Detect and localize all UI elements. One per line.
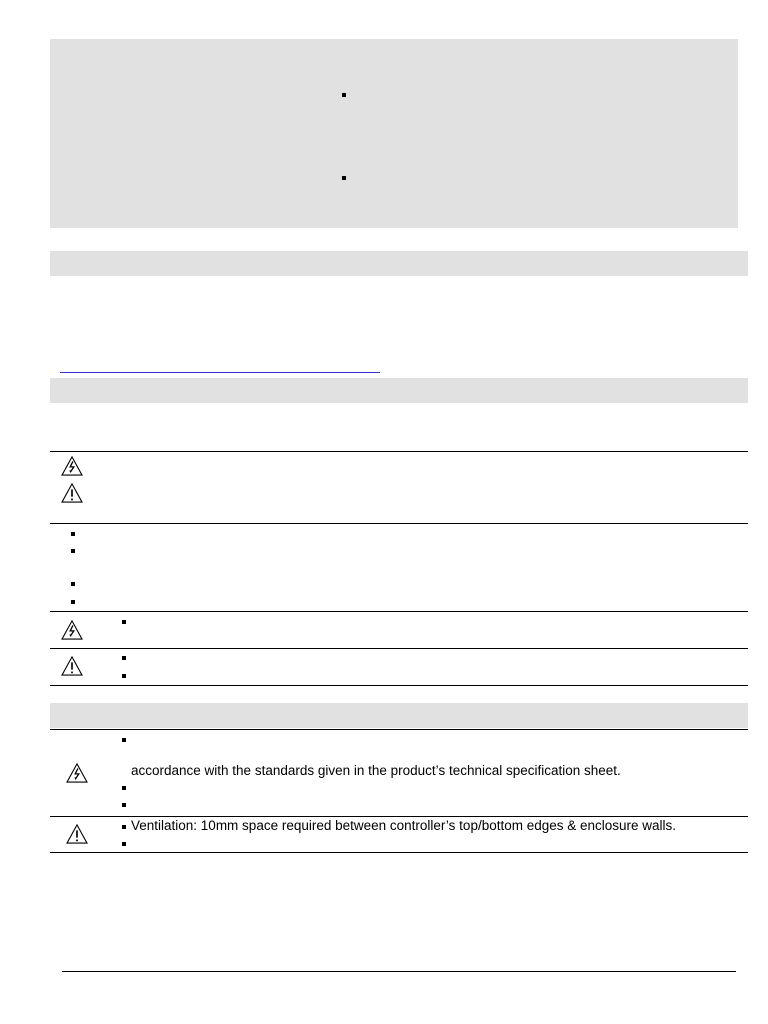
caution-exclamation-icon	[61, 483, 83, 503]
bullet	[122, 825, 126, 829]
ventilation-text: Ventilation: 10mm space required between controller’s top/bottom edges & enclosure walls.	[131, 818, 677, 833]
table-rule	[50, 648, 748, 649]
table-rule	[50, 523, 748, 524]
bullet	[122, 656, 126, 660]
caution-exclamation-icon	[66, 824, 88, 844]
bullet	[71, 582, 75, 586]
accordance-text: accordance with the standards given in the product’s technical specification sheet.	[131, 763, 621, 778]
table-rule	[50, 729, 748, 730]
electric-shock-warning-icon	[66, 763, 88, 783]
footer-rule	[62, 971, 736, 972]
hyperlink-underline[interactable]	[60, 372, 380, 373]
section-header-bar	[50, 378, 748, 403]
bullet	[122, 674, 126, 678]
bullet	[342, 93, 346, 97]
electric-shock-warning-icon	[61, 456, 83, 476]
section-header-bar	[50, 703, 748, 728]
bullet	[122, 620, 126, 624]
caution-exclamation-icon	[61, 656, 83, 676]
table-rule	[50, 816, 748, 817]
section-header-bar	[50, 251, 748, 276]
bullet	[71, 600, 75, 604]
bullet	[71, 532, 75, 536]
top-info-panel	[50, 39, 738, 228]
table-rule	[50, 611, 748, 612]
table-rule	[50, 451, 748, 452]
bullet	[122, 803, 126, 807]
table-rule	[50, 852, 748, 853]
electric-shock-warning-icon	[61, 620, 83, 640]
table-rule	[50, 685, 748, 686]
bullet	[122, 842, 126, 846]
bullet	[71, 549, 75, 553]
bullet	[342, 176, 346, 180]
bullet	[122, 786, 126, 790]
bullet	[122, 738, 126, 742]
